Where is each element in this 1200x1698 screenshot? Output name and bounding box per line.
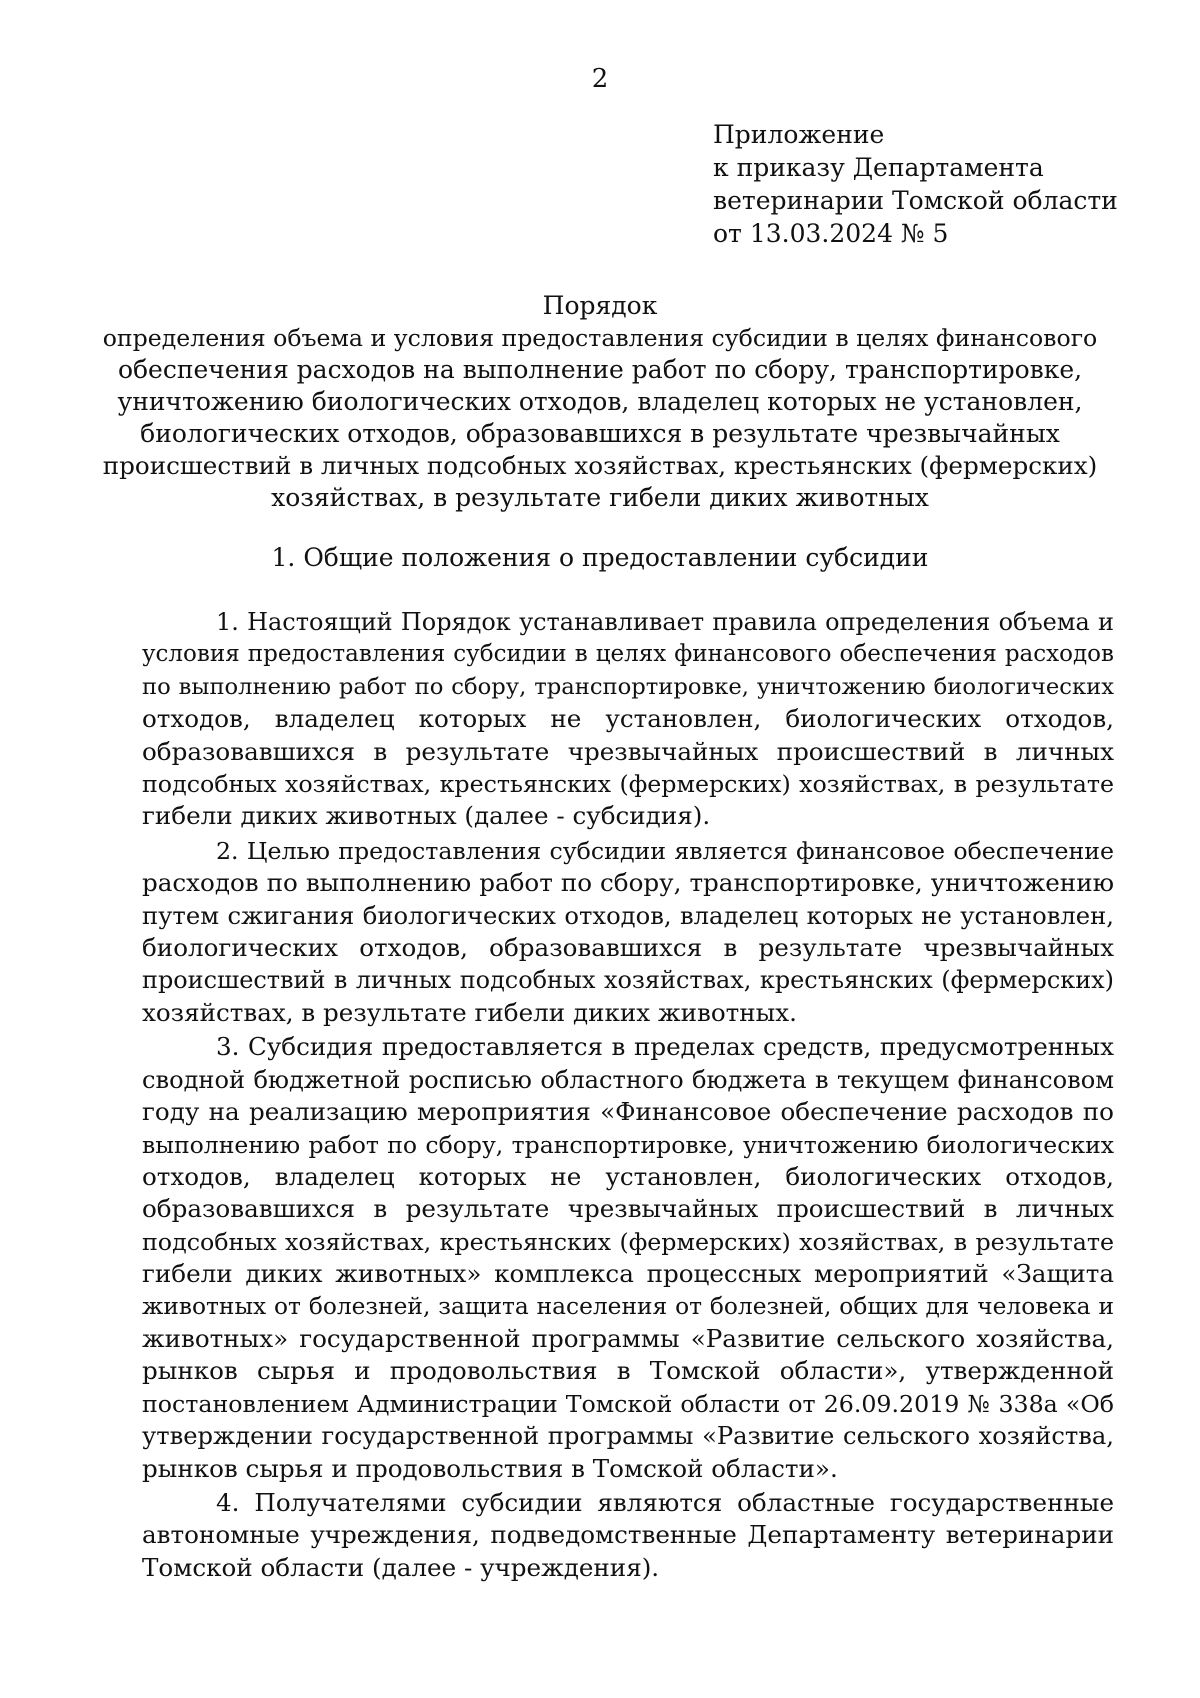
paragraph-line: образовавшихся в результате чрезвычайных происшествий в личных xyxy=(142,1194,1114,1224)
appendix-line: Приложение xyxy=(713,120,885,149)
paragraph-line: расходов по выполнению работ по сбору, транспортировке, уничтожению xyxy=(142,868,1114,898)
paragraph-line: животных» государственной программы «Развитие сельского хозяйства, xyxy=(142,1323,1114,1353)
paragraph-line: автономные учреждения, подведомственные Департаменту ветеринарии xyxy=(142,1520,1114,1550)
title-line: биологических отходов, образовавшихся в результате чрезвычайных xyxy=(140,419,1060,448)
paragraph-line: отходов, владелец которых не установлен, биологических отходов, xyxy=(142,704,1114,734)
paragraph-line: животных от болезней, защита населения от болезней, общих для человека и xyxy=(142,1292,1114,1320)
paragraph-1 xyxy=(142,606,1114,833)
paragraph-line: постановлением Администрации Томской области от 26.09.2019 № 338а «Об xyxy=(142,1389,1114,1418)
paragraph-line: хозяйствах, в результате гибели диких животных. xyxy=(142,997,797,1027)
paragraph-2 xyxy=(142,835,1114,1029)
paragraph-line: утверждении государственной программы «Развитие сельского хозяйства, xyxy=(142,1422,1114,1451)
body-text xyxy=(142,606,1114,1586)
paragraph-line: по выполнению работ по сбору, транспортировке, уничтожению биологических xyxy=(142,673,1114,700)
title-line: происшествий в личных подсобных хозяйствах, крестьянских (фермерских) xyxy=(102,451,1098,480)
document-title xyxy=(100,290,1100,514)
paragraph-line: образовавшихся в результате чрезвычайных происшествий в личных xyxy=(142,736,1114,766)
title-main: Порядок xyxy=(542,291,658,320)
paragraph-4 xyxy=(142,1487,1114,1584)
appendix-line: от 13.03.2024 № 5 xyxy=(713,219,949,248)
paragraph-line: отходов, владелец которых не установлен, биологических отходов, xyxy=(142,1161,1114,1191)
paragraph-line: 2. Целью предоставления субсидии является финансовое обеспечение xyxy=(216,836,1114,865)
paragraph-line: 1. Настоящий Порядок устанавливает правила определения объема и xyxy=(216,608,1114,636)
paragraph-line: сводной бюджетной росписью областного бюджета в текущем финансовом xyxy=(142,1065,1114,1094)
paragraph-line: происшествий в личных подсобных хозяйствах, крестьянских (фермерских) xyxy=(142,966,1114,995)
title-line: уничтожению биологических отходов, владелец которых не установлен, xyxy=(117,387,1083,416)
paragraph-3 xyxy=(142,1031,1114,1485)
paragraph-line: условия предоставления субсидии в целях финансового обеспечения расходов xyxy=(142,641,1114,668)
paragraph-line: Томской области (далее - учреждения). xyxy=(142,1552,660,1582)
paragraph-line: выполнению работ по сбору, транспортировке, уничтожению биологических xyxy=(142,1130,1114,1159)
paragraph-line: гибели диких животных (далее - субсидия). xyxy=(142,801,711,831)
title-line: определения объема и условия предоставления субсидии в целях финансового xyxy=(102,324,1098,352)
title-line: обеспечения расходов на выполнение работ по сбору, транспортировке, xyxy=(117,355,1083,384)
paragraph-line: рынков сырья и продовольствия в Томской области», утвержденной xyxy=(142,1356,1114,1386)
paragraph-line: путем сжигания биологических отходов, владелец которых не установлен, xyxy=(142,900,1114,930)
title-line: хозяйствах, в результате гибели диких животных xyxy=(271,483,929,512)
appendix-block xyxy=(713,118,1118,250)
paragraph-line: году на реализацию мероприятия «Финансовое обеспечение расходов по xyxy=(142,1097,1114,1127)
section-heading: 1. Общие положения о предоставлении субсидии xyxy=(271,543,929,572)
page-number: 2 xyxy=(591,64,609,94)
paragraph-line: гибели диких животных» комплекса процессных мероприятий «Защита xyxy=(142,1259,1114,1289)
paragraph-line: 3. Субсидия предоставляется в пределах средств, предусмотренных xyxy=(216,1032,1114,1062)
paragraph-line: подсобных хозяйствах, крестьянских (фермерских) хозяйствах, в результате xyxy=(142,1227,1114,1256)
paragraph-line: подсобных хозяйствах, крестьянских (фермерских) хозяйствах, в результате xyxy=(142,770,1114,799)
paragraph-line: 4. Получателями субсидии являются областные государственные xyxy=(216,1487,1114,1517)
appendix-line: ветеринарии Томской области xyxy=(713,186,1118,215)
appendix-line: к приказу Департамента xyxy=(713,153,1044,182)
paragraph-line: рынков сырья и продовольствия в Томской области». xyxy=(142,1453,838,1483)
paragraph-line: биологических отходов, образовавшихся в результате чрезвычайных xyxy=(142,933,1114,963)
